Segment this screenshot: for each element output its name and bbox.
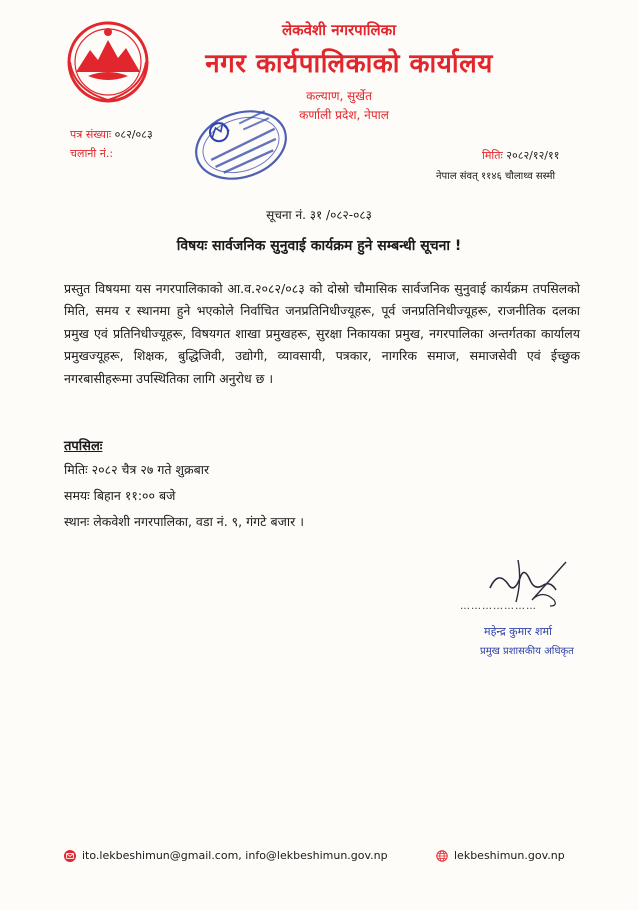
- reference-number: [70, 127, 153, 142]
- dispatch-number: चलानी नं.:: [70, 147, 114, 160]
- notice-number: सूचना नं. ३१ /०८२-०८३: [266, 208, 372, 222]
- ref-value: ०८२/०८३: [114, 128, 153, 141]
- date-value: २०८२/१२/११: [506, 149, 560, 162]
- signer-title: प्रमुख प्रशासकीय अधिकृत: [480, 646, 574, 657]
- detail-time: समयः बिहान ११:०० बजे: [64, 488, 176, 503]
- footer-website-text[interactable]: lekbeshimun.gov.np: [454, 849, 565, 862]
- notice-body: प्रस्तुत विषयमा यस नगरपालिकाको आ.व.२०८२/०८३ को दोस्रो चौमासिक सार्वजनिक सुनुवाई कार्यक्रम तपसिलको मिति, समय र स्थानमा हुने भएकोले निर्वाचित जनप्रतिनिधीज्यूहरू, पूर्व जनप्रतिनिधीज्यूहरू, राजनीतिक दलका प्रमुख एवं प्रतिनिधीज्यूहरू, विषयगत शाखा प्रमुखहरू, सुरक्षा निकायका प्रमुख, नगरपालिका अन्तर्गतका कार्यालय प्रमुखज्यूहरू, शिक्षक, बुद्धिजिवी, उद्योगी, व्यावसायी, पत्रकार, नागरिक समाज, समाजसेवी एवं ईच्छुक नगरबासीहरूमा उपस्थितिका लागि अनुरोध छ ।: [64, 281, 580, 386]
- globe-icon: [436, 850, 448, 862]
- detail-place: स्थानः लेकवेशी नगरपालिका, वडा नं. ९, गंगटे बजार ।: [64, 514, 304, 529]
- email-icon: [64, 850, 76, 862]
- ref-label: पत्र संख्याः: [70, 128, 112, 141]
- footer-email-text[interactable]: ito.lekbeshimun@gmail.com, info@lekbeshimun.gov.np: [82, 849, 388, 862]
- address-line-1: कल्याण, सुर्खेत: [306, 89, 372, 103]
- signer-name: महेन्द्र कुमार शर्मा: [484, 625, 552, 638]
- details-heading: तपसिलः: [64, 439, 103, 454]
- address-line-2: कर्णाली प्रदेश, नेपाल: [299, 108, 389, 122]
- detail-date: मितिः २०८२ चैत्र २७ गते शुक्रबार: [64, 462, 210, 477]
- nepal-sambat-date: नेपाल संवत् ११४६ चौलाथ्व सस्मी: [436, 171, 556, 182]
- letter-date: [482, 148, 559, 163]
- footer-email: [64, 849, 388, 862]
- signature-dots: …………………: [460, 601, 537, 612]
- date-label: मितिः: [482, 149, 503, 162]
- office-name: लेकवेशी नगरपालिका: [281, 21, 397, 39]
- office-stamp: [186, 104, 296, 186]
- footer-website: [436, 849, 565, 862]
- office-title: नगर कार्यपालिकाको कार्यालय: [205, 49, 493, 79]
- notice-subject: विषयः सार्वजनिक सुनुवाई कार्यक्रम हुने सम्बन्धी सूचना !: [176, 238, 462, 254]
